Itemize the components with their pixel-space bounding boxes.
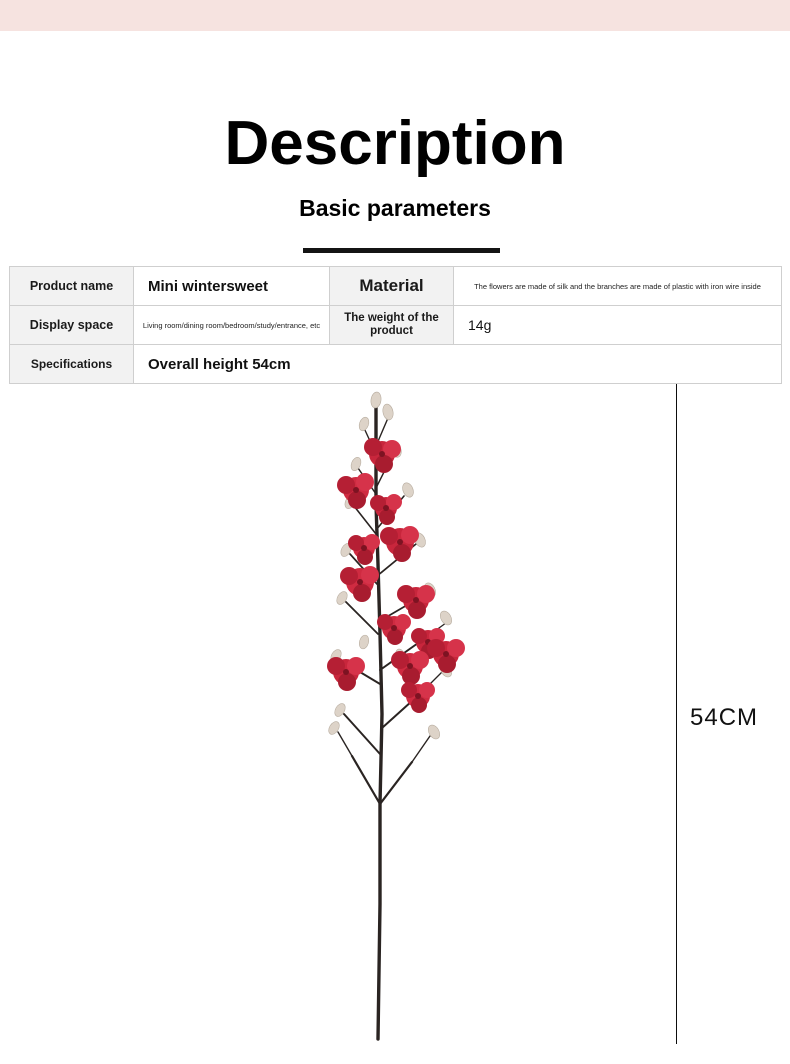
table-row <box>10 345 782 384</box>
measurement-label: 54CM <box>690 704 759 731</box>
divider-accent-bar <box>303 248 500 253</box>
title-divider <box>0 248 790 266</box>
page-title: Description <box>224 109 566 178</box>
table-row <box>10 306 782 345</box>
measurement-line <box>676 384 677 1044</box>
row-label-product-name: Product name <box>10 267 134 306</box>
row-value-specifications: Overall height 54cm <box>134 345 782 384</box>
product-photo <box>0 384 790 1044</box>
row-label-weight: The weight of the product <box>330 306 454 345</box>
wintersweet-branch-illustration <box>300 384 520 1044</box>
row-value-display-space: Living room/dining room/bedroom/study/entrance, etc <box>134 306 330 345</box>
page-subtitle: Basic parameters <box>299 195 491 221</box>
row-label-display-space: Display space <box>10 306 134 345</box>
table-row <box>10 267 782 306</box>
specification-table <box>9 266 782 384</box>
row-label-specifications: Specifications <box>10 345 134 384</box>
row-label-material: Material <box>330 267 454 306</box>
row-value-weight: 14g <box>454 306 782 345</box>
row-value-material: The flowers are made of silk and the branches are made of plastic with iron wire inside <box>454 267 782 306</box>
row-value-product-name: Mini wintersweet <box>134 267 330 306</box>
top-color-band <box>0 0 790 31</box>
